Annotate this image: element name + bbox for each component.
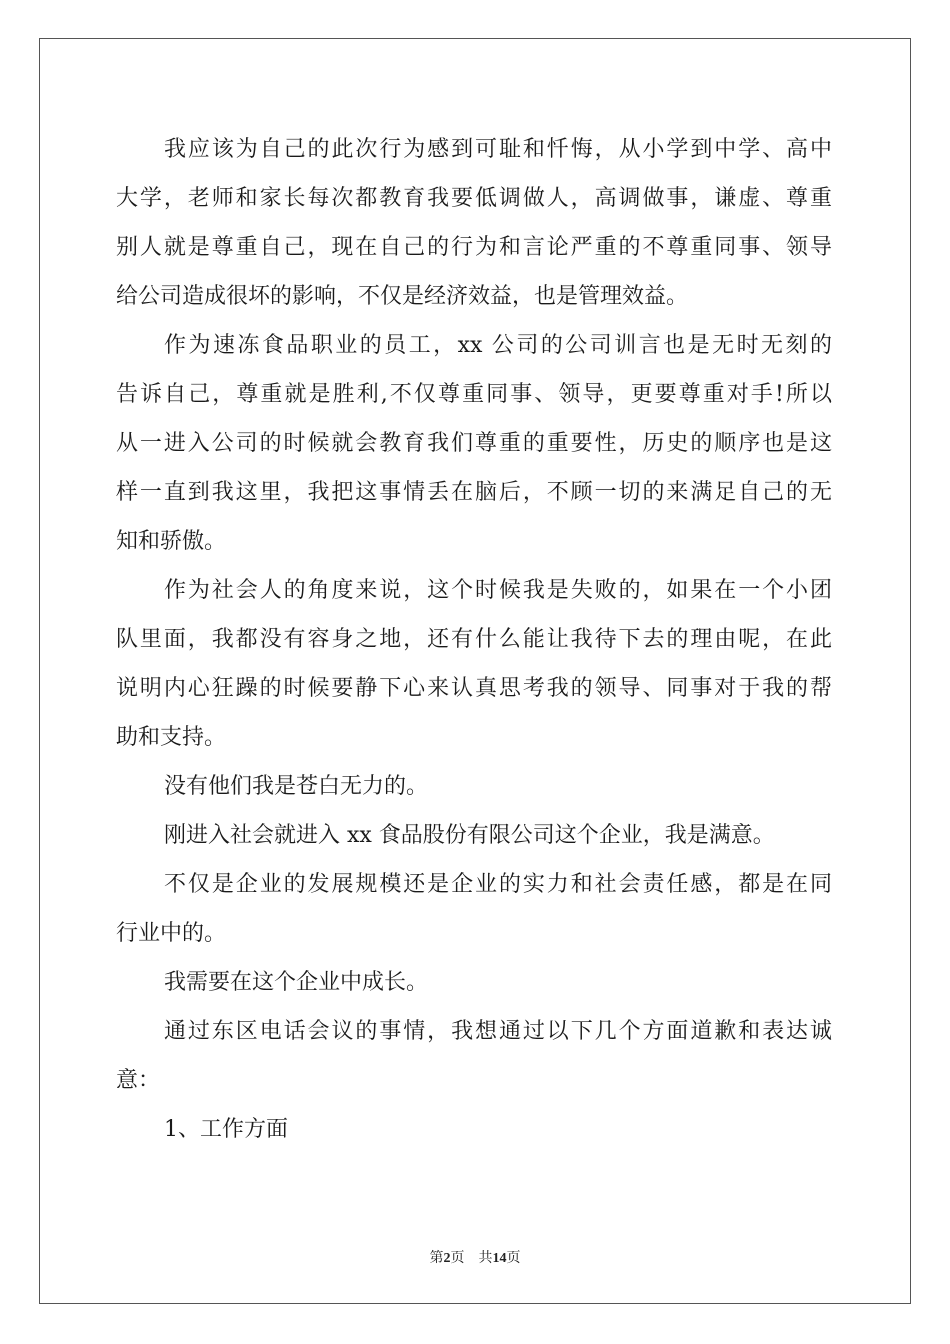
paragraph-4-line-1: 没有他们我是苍白无力的。 [164,774,429,799]
footer-current-page: 2 [443,1251,451,1266]
paragraph-3-line-3: 说明内心狂躁的时候要静下心来认真思考我的领导、同事对于我的帮 [116,676,832,701]
paragraph-2-line-3: 从一进入公司的时候就会教育我们尊重的重要性，历史的顺序也是这 [116,431,832,456]
footer-prefix: 第 [429,1251,444,1266]
paragraph-2-line-1: 作为速冻食品职业的员工，xx 公司的公司训言也是无时无刻的 [164,333,832,358]
paragraph-8-line-1: 通过东区电话会议的事情，我想通过以下几个方面道歉和表达诚 [164,1019,832,1044]
paragraph-6-line-1: 不仅是企业的发展规模还是企业的实力和社会责任感，都是在同 [164,872,832,897]
document-body [116,125,832,1154]
paragraph-2-line-5: 知和骄傲。 [116,529,227,554]
paragraph-1-line-4: 给公司造成很坏的影响，不仅是经济效益，也是管理效益。 [116,284,689,309]
paragraph-2-line-2: 告诉自己，尊重就是胜利,不仅尊重同事、领导，更要尊重对手!所以 [116,382,832,407]
paragraph-5-line-1: 刚进入社会就进入 xx 食品股份有限公司这个企业，我是满意。 [164,823,775,848]
paragraph-6-line-2: 行业中的。 [116,921,227,946]
footer-total-pages: 14 [492,1251,507,1266]
paragraph-3-line-1: 作为社会人的角度来说，这个时候我是失败的，如果在一个小团 [164,578,832,603]
paragraph-9-line-1: 1、工作方面 [164,1117,288,1142]
paragraph-2-line-4: 样一直到我这里，我把这事情丢在脑后，不顾一切的来满足自己的无 [116,480,832,505]
page-footer [0,1247,950,1267]
footer-total-unit: 页 [506,1251,521,1266]
footer-total-prefix: 共 [478,1251,493,1266]
paragraph-1-line-3: 别人就是尊重自己，现在自己的行为和言论严重的不尊重同事、领导 [116,235,832,260]
paragraph-8-line-2: 意： [116,1068,161,1093]
paragraph-1-line-2: 大学，老师和家长每次都教育我要低调做人，高调做事，谦虚、尊重 [116,186,832,211]
paragraph-3-line-4: 助和支持。 [116,725,227,750]
paragraph-1-line-1: 我应该为自己的此次行为感到可耻和忏悔，从小学到中学、高中 [164,137,832,162]
paragraph-7-line-1: 我需要在这个企业中成长。 [164,970,429,995]
footer-page-unit: 页 [450,1251,465,1266]
paragraph-3-line-2: 队里面，我都没有容身之地，还有什么能让我待下去的理由呢，在此 [116,627,832,652]
